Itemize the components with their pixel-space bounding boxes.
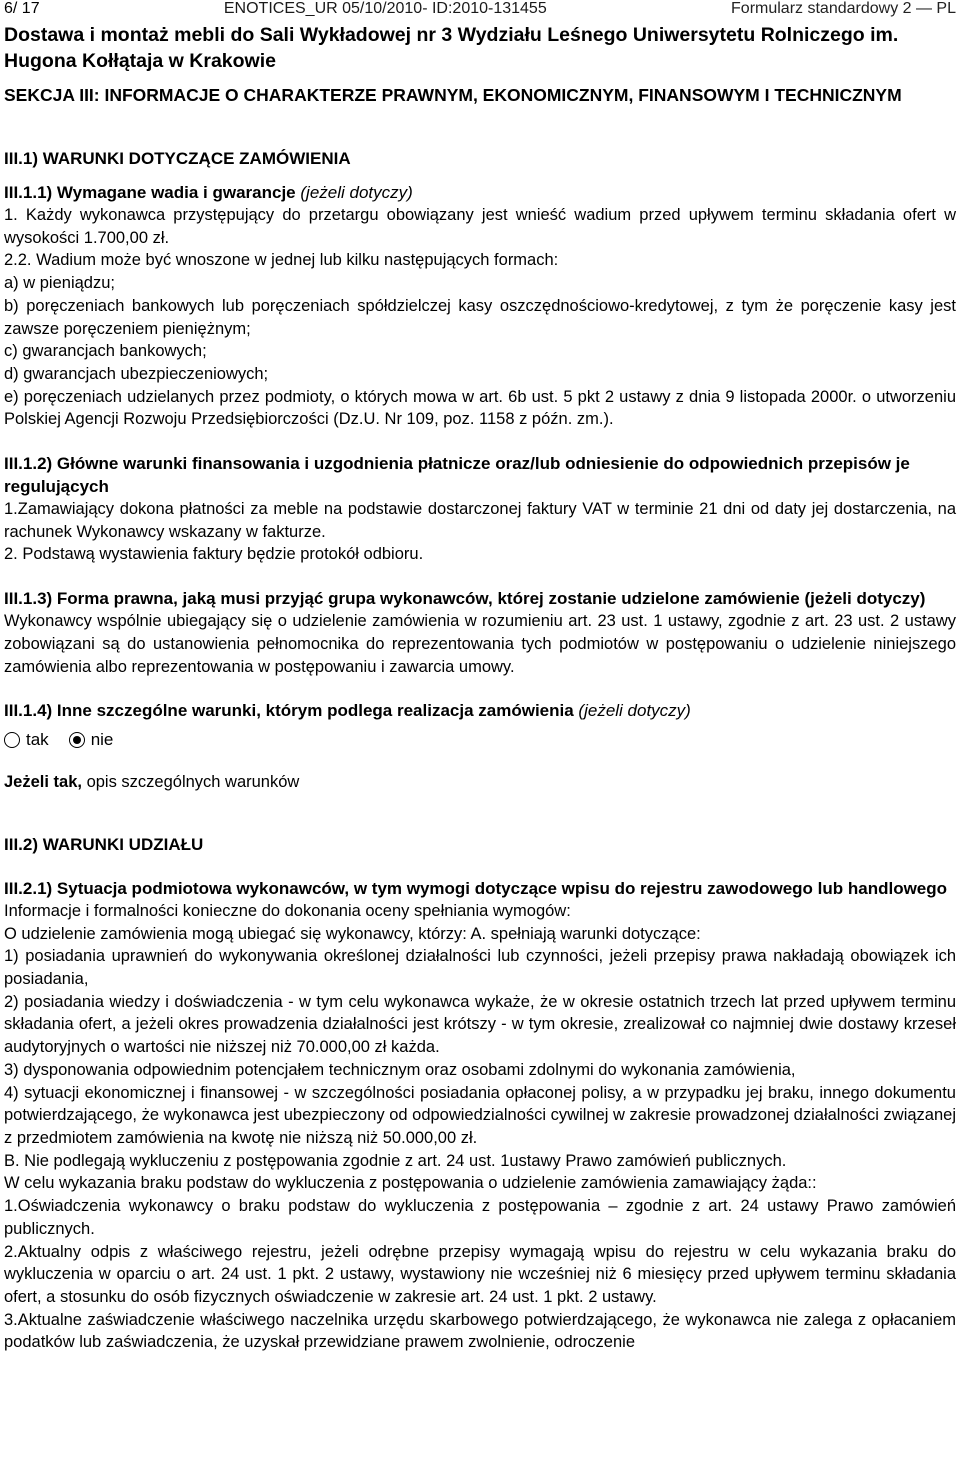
section-heading: SEKCJA III: INFORMACJE O CHARAKTERZE PRAWNYM, EKONOMICZNYM, FINANSOWYM I TECHNICZNYM — [4, 85, 902, 105]
qualifier: (jeżeli dotyczy) — [578, 701, 691, 721]
paragraph: Wykonawcy wspólnie ubiegający się o udzielenie zamówienia w rozumieniu art. 23 ust. 1 ustawy, zgodnie z art. 23 ust. 2 ustawy zobowiązani są do ustanowienia pełnomocnika do reprezentowania tych podmiotów w postępowaniu o udzielenie niniejszego zamówienia albo reprezentowania w postępowaniu i zawarcia umowy. — [4, 612, 956, 676]
heading-III-2: III.2) WARUNKI UDZIAŁU — [4, 834, 204, 854]
heading-III-1-1 — [4, 181, 956, 204]
paragraph: Informacje i formalności konieczne do dokonania oceny spełniania wymogów: — [4, 901, 571, 920]
heading-III-1: III.1) WARUNKI DOTYCZĄCE ZAMÓWIENIA — [4, 149, 351, 168]
radio-nie-label: nie — [90, 730, 114, 750]
list-item: 1) posiadania uprawnień do wykonywania określonej działalności lub czynności, jeżeli przepisy prawa nakładają obowiązek ich posiadania, — [4, 947, 956, 989]
subsection-III-2-1 — [4, 877, 956, 1354]
radio-tak[interactable] — [4, 730, 49, 750]
page-header — [4, 0, 956, 22]
opis-line — [4, 771, 956, 794]
document-id: ENOTICES_UR 05/10/2010- ID:2010-131455 — [223, 0, 547, 17]
paragraph: 1. Każdy wykonawca przystępujący do przetargu obowiązany jest wnieść wadium przed upływem terminu składania ofert w wysokości 1.700,00 zł. — [4, 206, 956, 247]
heading-III-1-3 — [4, 587, 956, 610]
subsection-III-1-3 — [4, 587, 956, 678]
list-item: 3.Aktualne zaświadczenie właściwego naczelnika urzędu skarbowego potwierdzającego, że wykonawca nie zalega z opłacaniem podatków lub zaświadczenia, że uzyskał przewidziane prawem zwolnienie, odroczenie — [4, 1310, 956, 1352]
notice-title: Dostawa i montaż mebli do Sali Wykładowej nr 3 Wydziału Leśnego Uniwersytetu Rolniczego im. Hugona Kołłątaja w Krakowie — [4, 24, 899, 72]
radio-empty-icon — [4, 732, 20, 748]
list-item: b) poręczeniach bankowych lub poręczeniach spółdzielczej kasy oszczędnościowo-kredytowej, z tym że poręczenie kasy jest zawsze poręczeniem pieniężnym; — [4, 296, 956, 338]
radio-selected-icon — [69, 732, 85, 748]
paragraph: O udzielenie zamówienia mogą ubiegać się wykonawcy, którzy: A. spełniają warunki dotyczące: — [4, 924, 701, 943]
list-item: 1.Oświadczenia wykonawcy o braku podstaw do wykluczenia z postępowania – zgodnie z art. 24 ustawy Prawo zamówień publicznych. — [4, 1197, 956, 1238]
paragraph: W celu wykazania braku podstaw do wykluczenia z postępowania o udzielenie zamówienia zamawiający żąda:: — [4, 1174, 817, 1193]
subsection-III-1-1 — [4, 181, 956, 431]
heading-III-1-2: III.1.2) Główne warunki finansowania i uzgodnienia płatnicze oraz/lub odniesienie do odpowiednich przepisów je regulujących — [4, 454, 910, 497]
qualifier: (jeżeli dotyczy) — [300, 183, 413, 202]
tak-nie-choice — [4, 730, 956, 750]
list-item: 2) posiadania wiedzy i doświadczenia - w tym celu wykonawca wykaże, że w okresie ostatnich trzech lat przed upływem terminu składania ofert, a jeżeli okres prowadzenia działalności jest krótszy - w tym okresie, zrealizował co najmniej dwie dostawy krzeseł audytoryjnych o wartości nie niższej niż 70.000,00 zł każda. — [4, 992, 956, 1057]
paragraph: 2. Podstawą wystawienia faktury będzie protokół odbioru. — [4, 545, 424, 564]
page-number: 6/ 17 — [4, 0, 40, 17]
radio-nie[interactable] — [69, 730, 114, 750]
heading-III-1-3-text: III.1.3) Forma prawna, jaką musi przyjąć grupa wykonawców, której zostanie udzielone zamówienie — [4, 589, 800, 609]
form-name: Formularz standardowy 2 — PL — [731, 0, 956, 17]
subsection-III-1-2 — [4, 452, 956, 566]
subsection-III-1-4 — [4, 699, 956, 794]
list-item: e) poręczeniach udzielanych przez podmioty, o których mowa w art. 6b ust. 5 pkt 2 ustawy z dnia 9 listopada 2000r. o utworzeniu Polskiej Agencji Rozwoju Przedsiębiorczości (Dz.U. Nr 109, poz. 1158 z późn. zm.). — [4, 387, 956, 429]
heading-III-1-1-text: III.1.1) Wymagane wadia i gwarancje — [4, 183, 296, 202]
opis-bold: Jeżeli tak, — [4, 773, 82, 792]
list-item: 3) dysponowania odpowiednim potencjałem technicznym oraz osobami zdolnymi do wykonania zamówienia, — [4, 1060, 796, 1079]
qualifier: (jeżeli dotyczy) — [804, 589, 926, 609]
list-item: c) gwarancjach bankowych; — [4, 342, 207, 361]
list-item: 2.Aktualny odpis z właściwego rejestru, jeżeli odrębne przepisy wymagają wpisu do rejestru w celu wykazania braku do wykluczenia w oparciu o art. 24 ust. 1 pkt. 2 ustawy, wystawiony nie wcześniej niż 6 miesięcy przed upływem terminu składania ofert, a stosunku do osób fizycznych oświadczenie w zakresie art. 24 ust. 1 pkt. 2 ustawy. — [4, 1242, 956, 1306]
list-item: 4) sytuacji ekonomicznej i finansowej - w szczególności posiadania opłaconej polisy, a w przypadku jej braku, innego dokumentu potwierdzającego, że wykonawca jest ubezpieczony od odpowiedzialności cywilnej w zakresie prowadzonej działalności związanej z przedmiotem zamówienia na kwotę nie niższą niż 50.000,00 zł. — [4, 1083, 957, 1147]
paragraph: 1.Zamawiający dokona płatności za meble na podstawie dostarczonej faktury VAT w terminie 21 dni od daty jej dostarczenia, na rachunek Wykonawcy wskazany w fakturze. — [4, 500, 956, 541]
paragraph: B. Nie podlegają wykluczeniu z postępowania zgodnie z art. 24 ust. 1ustawy Prawo zamówień publicznych. — [4, 1151, 787, 1170]
heading-III-2-1: III.2.1) Sytuacja podmiotowa wykonawców, w tym wymogi dotyczące wpisu do rejestru zawodowego lub handlowego — [4, 878, 948, 898]
heading-III-1-4 — [4, 699, 956, 722]
list-item: a) w pieniądzu; — [4, 274, 115, 293]
paragraph: 2.2. Wadium może być wnoszone w jednej lub kilku następujących formach: — [4, 251, 559, 270]
heading-III-1-4-text: III.1.4) Inne szczególne warunki, którym podlega realizacja zamówienia — [4, 701, 574, 721]
radio-tak-label: tak — [26, 730, 49, 750]
opis-rest: opis szczególnych warunków — [86, 773, 300, 792]
list-item: d) gwarancjach ubezpieczeniowych; — [4, 364, 269, 383]
